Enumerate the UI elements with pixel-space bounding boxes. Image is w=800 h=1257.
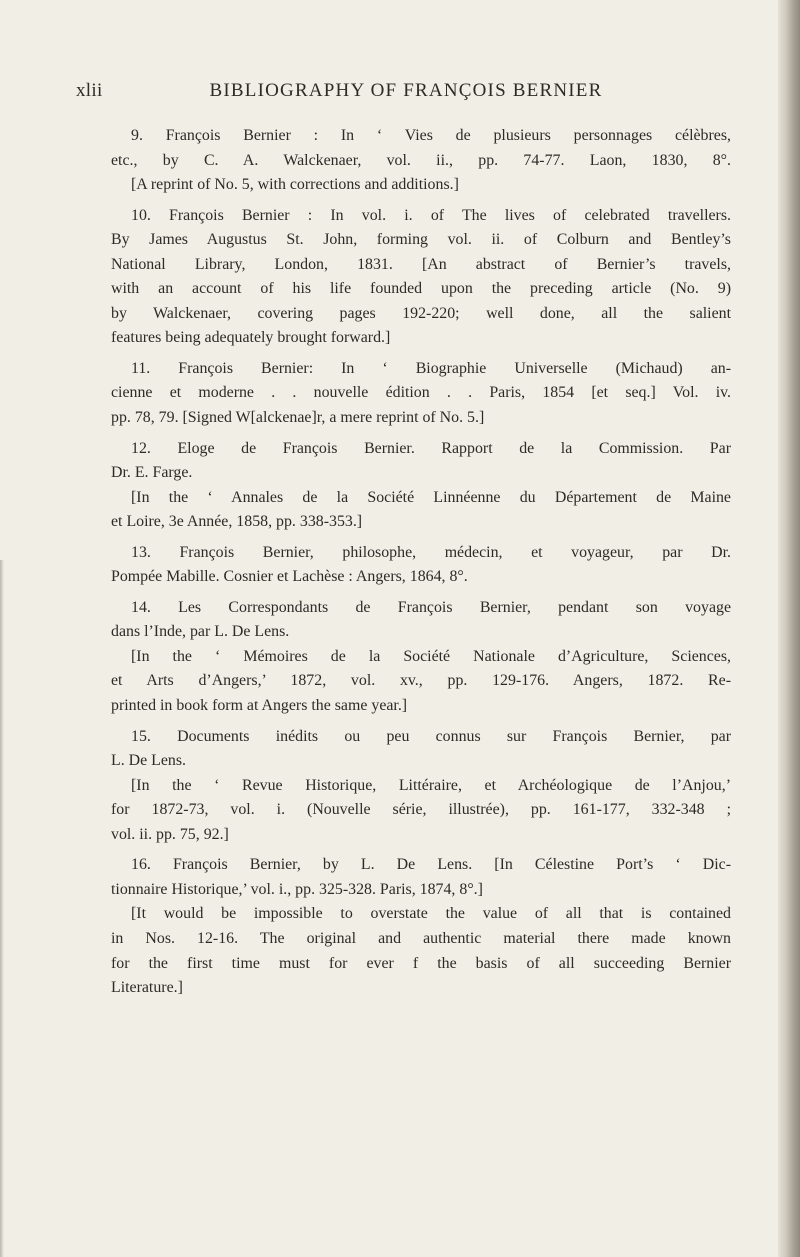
page-edge: [0, 560, 4, 1257]
text-line: 13. François Bernier, philosophe, médecin, et voyageur, par Dr.: [131, 543, 731, 561]
text-line: features being adequately brought forward.]: [111, 329, 391, 347]
text-line: Literature.]: [111, 979, 183, 997]
text-line: [A reprint of No. 5, with corrections and additions.]: [131, 176, 459, 194]
bibliography-entry-10: [111, 204, 731, 351]
bibliography-entry-14: [111, 596, 731, 719]
text-line: National Library, London, 1831. [An abstract of Bernier’s travels,: [111, 255, 731, 273]
text-line: with an account of his life founded upon the preceding article (No. 9): [111, 280, 731, 298]
page-number: xlii: [76, 80, 103, 101]
text-line: L. De Lens.: [111, 752, 187, 770]
book-spine-shadow: [778, 0, 800, 1257]
text-line: etc., by C. A. Walckenaer, vol. ii., pp. 74-77. Laon, 1830, 8°.: [111, 151, 731, 169]
text-line: 16. François Bernier, by L. De Lens. [In Célestine Port’s ‘ Dic-: [131, 856, 731, 874]
text-line: [In the ‘ Mémoires de la Société Nationale d’Agriculture, Sciences,: [131, 647, 731, 665]
text-line: pp. 78, 79. [Signed W[alckenae]r, a mere reprint of No. 5.]: [111, 409, 485, 427]
page-title: BIBLIOGRAPHY OF FRANÇOIS BERNIER: [209, 80, 603, 101]
bibliography-entry-15: [111, 725, 731, 848]
bibliography-entry-13: [111, 541, 731, 590]
text-line: [It would be impossible to overstate the value of all that is contained: [131, 905, 731, 923]
text-line: 14. Les Correspondants de François Bernier, pendant son voyage: [131, 598, 731, 616]
text-line: 10. François Bernier : In vol. i. of The lives of celebrated travellers.: [131, 206, 731, 224]
text-line: et Loire, 3e Année, 1858, pp. 338-353.]: [111, 513, 363, 531]
text-line: [In the ‘ Revue Historique, Littéraire, et Archéologique de l’Anjou,’: [131, 776, 731, 794]
text-line: printed in book form at Angers the same year.]: [111, 697, 408, 715]
text-line: By James Augustus St. John, forming vol. ii. of Colburn and Bentley’s: [111, 231, 731, 249]
bibliography-entry-9: [111, 124, 731, 198]
text-line: 12. Eloge de François Bernier. Rapport de la Commission. Par: [131, 439, 731, 457]
running-header: [76, 80, 736, 112]
bibliography-text: [111, 124, 731, 1001]
text-line: tionnaire Historique,’ vol. i., pp. 325-328. Paris, 1874, 8°.]: [111, 880, 483, 898]
text-line: for 1872-73, vol. i. (Nouvelle série, illustrée), pp. 161-177, 332-348 ;: [111, 801, 731, 819]
text-line: cienne et moderne . . nouvelle édition . . Paris, 1854 [et seq.] Vol. iv.: [111, 384, 731, 402]
text-line: for the first time must for ever f the basis of all succeeding Bernier: [111, 954, 731, 972]
bibliography-entry-11: [111, 357, 731, 431]
text-line: [In the ‘ Annales de la Société Linnéenne du Département de Maine: [131, 488, 731, 506]
text-line: et Arts d’Angers,’ 1872, vol. xv., pp. 129-176. Angers, 1872. Re-: [111, 672, 731, 690]
text-line: in Nos. 12-16. The original and authentic material there made known: [111, 929, 731, 947]
text-line: Dr. E. Farge.: [111, 464, 193, 482]
text-line: 9. François Bernier : In ‘ Vies de plusieurs personnages célèbres,: [131, 127, 731, 144]
text-line: by Walckenaer, covering pages 192-220; well done, all the salient: [111, 304, 731, 322]
bibliography-entry-12: [111, 437, 731, 535]
text-line: Pompée Mabille. Cosnier et Lachèse : Angers, 1864, 8°.: [111, 568, 468, 586]
bibliography-entry-16: [111, 853, 731, 1000]
text-line: dans l’Inde, par L. De Lens.: [111, 623, 290, 641]
text-line: 15. Documents inédits ou peu connus sur François Bernier, par: [131, 727, 731, 745]
text-line: vol. ii. pp. 75, 92.]: [111, 825, 229, 843]
text-line: 11. François Bernier: In ‘ Biographie Universelle (Michaud) an-: [131, 359, 731, 377]
